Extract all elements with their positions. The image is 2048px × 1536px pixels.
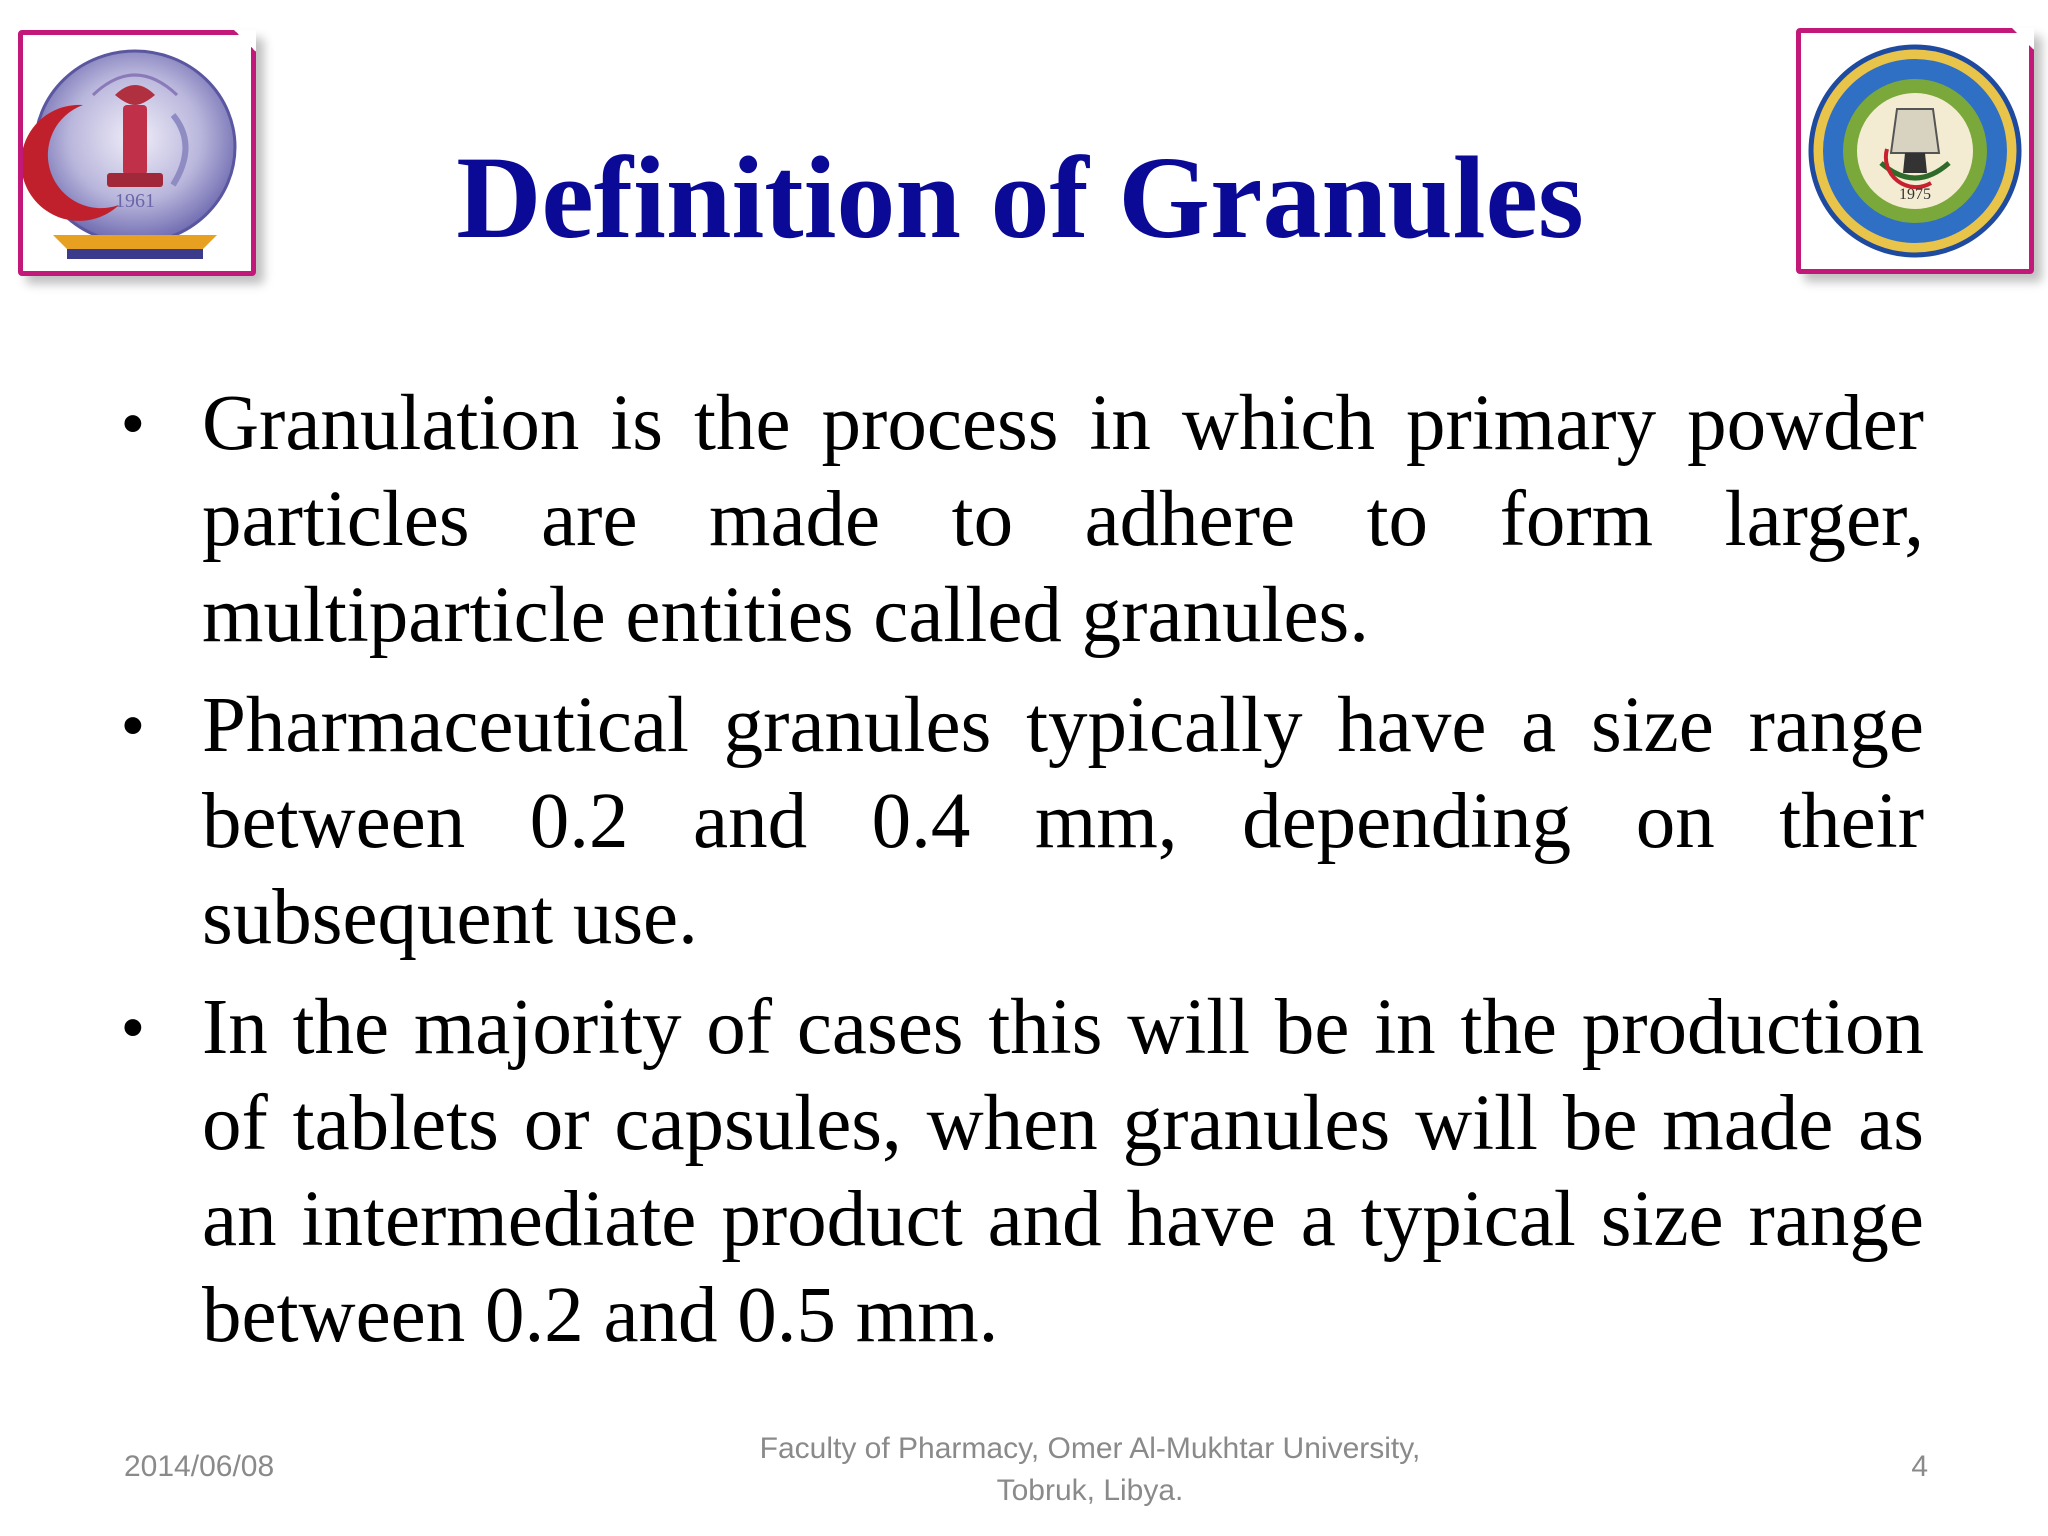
bullet-text: In the majority of cases this will be in the production of tablets or capsules, when granules will be made as an intermediate product and have a typical size range between 0.2 and 0.5 mm. [202, 984, 1924, 1359]
slide-title: Definition of Granules [456, 132, 1584, 263]
faculty-logo [18, 30, 256, 276]
faculty-logo-year: 1961 [115, 190, 155, 212]
footer-institution [680, 1428, 1500, 1512]
bullet-marker: • [122, 993, 144, 1062]
university-seal-icon [1801, 33, 2029, 269]
footer-institution-line2: Tobruk, Libya. [996, 1474, 1184, 1507]
page-number: 4 [1911, 1450, 1928, 1483]
bullet-marker: • [122, 691, 144, 760]
bullet-list [120, 376, 1924, 1378]
bullet-text: Granulation is the process in which primary powder particles are made to adhere to form larger, multiparticle entities called granules. [202, 380, 1924, 659]
bullet-text: Pharmaceutical granules typically have a size range between 0.2 and 0.4 mm, depending on their subsequent use. [202, 682, 1924, 961]
university-logo-year: 1975 [1899, 186, 1931, 203]
bullet-item [120, 980, 1924, 1364]
footer-institution-line1: Faculty of Pharmacy, Omer Al-Mukhtar University, [759, 1432, 1421, 1465]
footer-date: 2014/06/08 [124, 1450, 275, 1483]
bullet-item [120, 678, 1924, 966]
bullet-item [120, 376, 1924, 664]
bullet-marker: • [122, 389, 144, 458]
university-logo [1796, 28, 2034, 274]
faculty-emblem-icon [23, 35, 251, 271]
